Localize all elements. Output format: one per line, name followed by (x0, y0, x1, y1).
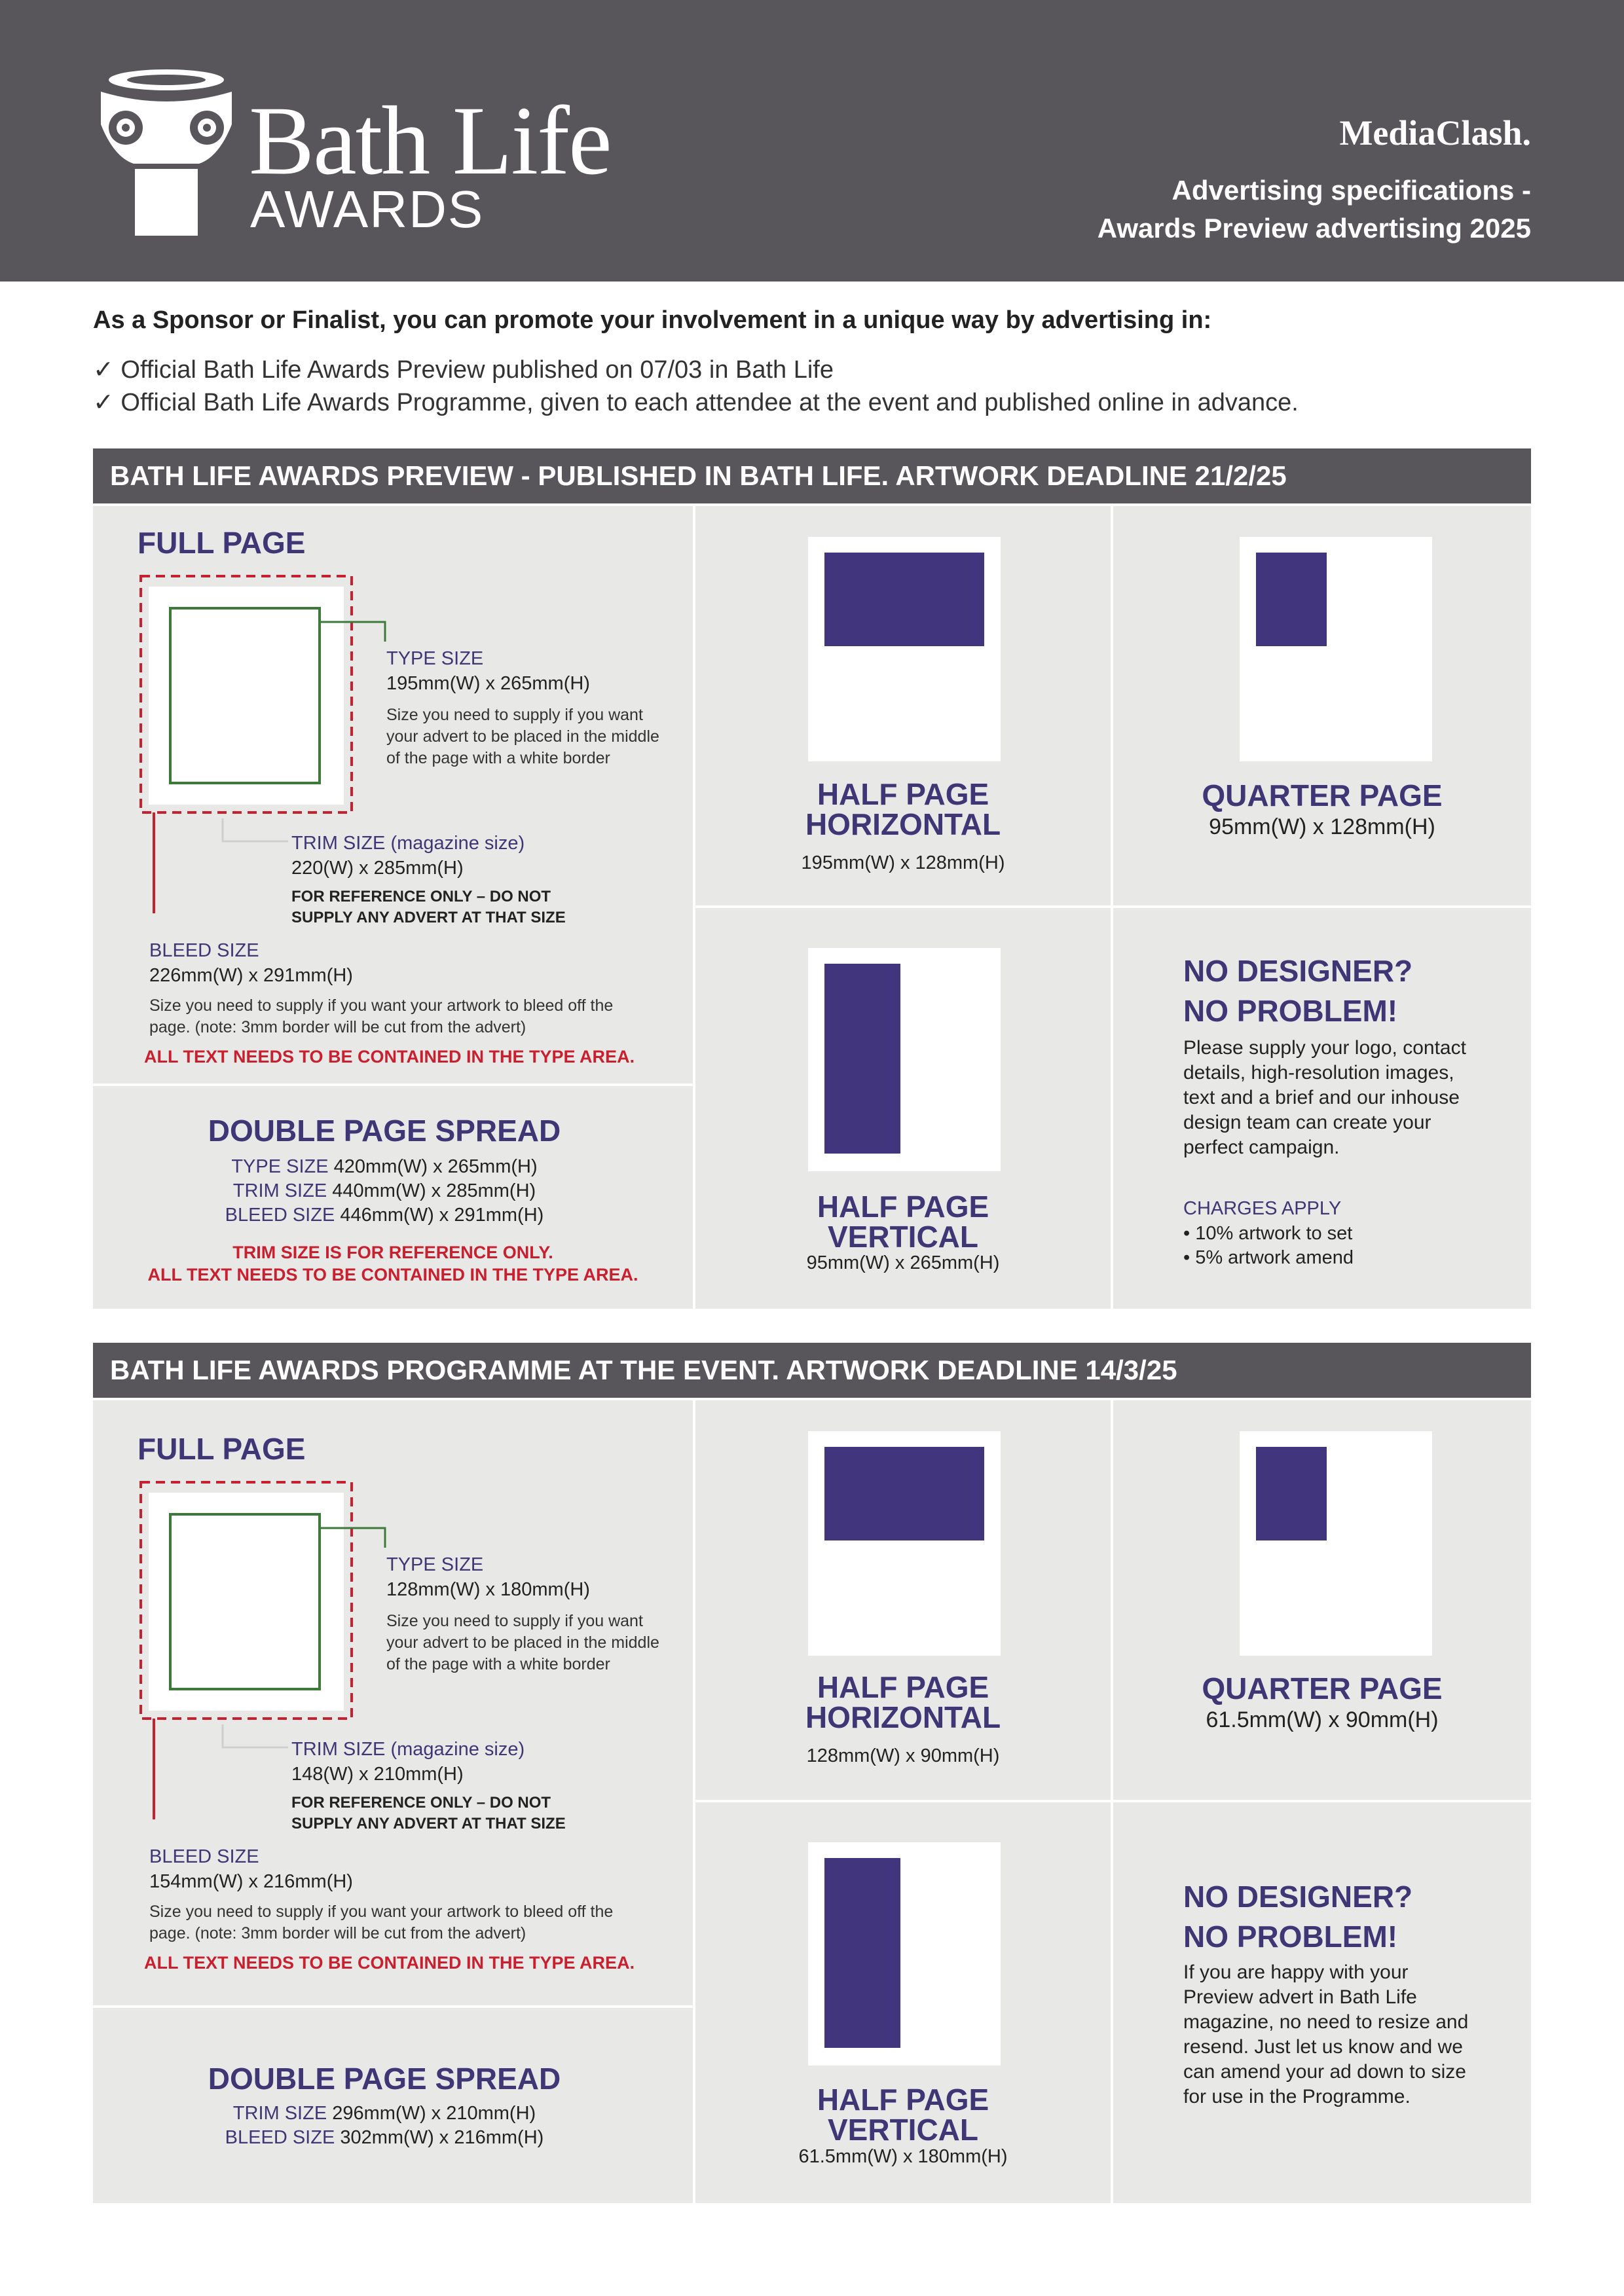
column-logo-icon (94, 65, 238, 236)
trim-size-value: 220(W) x 285mm(H) (291, 858, 464, 879)
programme-section-heading: BATH LIFE AWARDS PROGRAMME AT THE EVENT. ARTWORK DEADLINE 14/3/25 (93, 1343, 1531, 1398)
quarter-dimensions: 95mm(W) x 128mm(H) (1209, 814, 1435, 839)
intro-item: ✓ Official Bath Life Awards Programme, given to each attendee at the event and published online in advance. (93, 389, 1299, 416)
half-v-title-line1: HALF PAGE (817, 2083, 989, 2117)
half-v-title-line1: HALF PAGE (817, 1190, 989, 1224)
dps-type-value: 420mm(W) x 265mm(H) (333, 1156, 538, 1177)
type-area-warning: ALL TEXT NEEDS TO BE CONTAINED IN THE TYPE AREA. (144, 1953, 635, 1973)
type-size-value: 195mm(W) x 265mm(H) (386, 673, 590, 694)
logo-subtitle: AWARDS (250, 180, 485, 238)
half-v-page-thumbnail (808, 948, 1001, 1171)
trim-area (149, 587, 344, 805)
half-h-page-thumbnail (808, 1431, 1001, 1656)
dps-trim-label: TRIM SIZE (232, 1180, 327, 1201)
half-h-ad-area (824, 1447, 984, 1540)
bleed-size-label: BLEED SIZE (149, 1846, 259, 1867)
type-size-value: 128mm(W) x 180mm(H) (386, 1579, 590, 1600)
bleed-size-note-line2: page. (note: 3mm border will be cut from the advert) (149, 1018, 526, 1036)
dps-title: DOUBLE PAGE SPREAD (208, 1114, 561, 1148)
no-designer-title-line2: NO PROBLEM! (1183, 994, 1398, 1028)
half-v-dimensions: 95mm(W) x 265mm(H) (806, 1252, 1000, 1273)
preview-section-heading: BATH LIFE AWARDS PREVIEW - PUBLISHED IN BATH LIFE. ARTWORK DEADLINE 21/2/25 (93, 448, 1531, 503)
quarter-title: QUARTER PAGE (1202, 1671, 1443, 1705)
bleed-size-value: 226mm(W) x 291mm(H) (149, 965, 353, 986)
dps-bleed-size (93, 2127, 676, 2149)
bleed-size-note-line1: Size you need to supply if you want your artwork to bleed off the (149, 996, 614, 1015)
intro-lead: As a Sponsor or Finalist, you can promote your involvement in a unique way by advertising in: (93, 306, 1212, 334)
half-v-ad-area (824, 964, 900, 1154)
no-designer-body: Please supply your logo, contact details, high-resolution images, text and a brief and our inhouse design team can create your perfect campaign. (1183, 1037, 1466, 1158)
trim-area (149, 1493, 344, 1711)
type-size-label: TYPE SIZE (386, 648, 484, 669)
trim-leader-line (223, 818, 288, 841)
trim-size-label (291, 833, 525, 854)
half-v-dimensions: 61.5mm(W) x 180mm(H) (798, 2146, 1008, 2167)
brand-name: MediaClash. (1339, 113, 1531, 153)
trim-leader-line (223, 1724, 288, 1747)
trim-size-suffix: (magazine size) (390, 1739, 525, 1760)
half-h-page-thumbnail (808, 537, 1001, 761)
half-v-page-thumbnail (808, 1842, 1001, 2066)
half-h-title (695, 1672, 1111, 1732)
dps-bleed-label: BLEED SIZE (225, 2127, 335, 2148)
header-title-line1: Advertising specifications - (1172, 175, 1531, 206)
bleed-size-note-line2: page. (note: 3mm border will be cut from the advert) (149, 1924, 526, 1942)
trim-size-label (291, 1739, 525, 1760)
trim-size-label-text: TRIM SIZE (291, 1739, 386, 1760)
half-h-title-line2: HORIZONTAL (805, 807, 1001, 841)
charges-apply-label: CHARGES APPLY (1183, 1198, 1342, 1219)
quarter-page-thumbnail (1240, 537, 1432, 761)
dps-title: DOUBLE PAGE SPREAD (208, 2062, 561, 2096)
type-area-warning: ALL TEXT NEEDS TO BE CONTAINED IN THE TYPE AREA. (144, 1047, 635, 1066)
dps-trim-size (93, 2103, 676, 2124)
no-designer-title-line1: NO DESIGNER? (1183, 954, 1413, 988)
half-v-title-line2: VERTICAL (828, 1220, 978, 1254)
bleed-size-value: 154mm(W) x 216mm(H) (149, 1871, 353, 1892)
quarter-ad-area (1256, 553, 1327, 646)
trim-size-value: 148(W) x 210mm(H) (291, 1764, 464, 1785)
half-h-title-line1: HALF PAGE (817, 777, 989, 811)
bleed-size-note-line1: Size you need to supply if you want your artwork to bleed off the (149, 1903, 614, 1921)
trim-size-note-line1: FOR REFERENCE ONLY – DO NOT (291, 888, 551, 905)
quarter-title: QUARTER PAGE (1202, 778, 1443, 812)
half-h-ad-area (824, 553, 984, 646)
half-v-title (695, 2085, 1111, 2145)
no-designer-body: If you are happy with your Preview advert in Bath Life magazine, no need to resize and resend. Just let us know and we can amend your ad down to size for use in the Programme. (1183, 1961, 1469, 2107)
intro-item: ✓ Official Bath Life Awards Preview published on 07/03 in Bath Life (93, 356, 834, 384)
dps-trim-value: 440mm(W) x 285mm(H) (332, 1180, 536, 1201)
half-h-title (695, 779, 1111, 839)
quarter-dimensions: 61.5mm(W) x 90mm(H) (1206, 1707, 1439, 1732)
dps-type-label: TYPE SIZE (231, 1156, 329, 1177)
dps-note-line2: ALL TEXT NEEDS TO BE CONTAINED IN THE TYPE AREA. (147, 1265, 638, 1285)
header-title (1098, 172, 1531, 247)
type-size-note: Size you need to supply if you want your advert to be placed in the middle of the page with a white border (386, 706, 659, 767)
trim-size-label-text: TRIM SIZE (291, 833, 386, 854)
charge-item: • 5% artwork amend (1183, 1247, 1354, 1268)
trim-size-note-line2: SUPPLY ANY ADVERT AT THAT SIZE (291, 1815, 566, 1832)
type-size-label: TYPE SIZE (386, 1554, 484, 1575)
half-h-dimensions: 128mm(W) x 90mm(H) (806, 1745, 1000, 1766)
header-title-line2: Awards Preview advertising 2025 (1097, 213, 1531, 244)
half-v-ad-area (824, 1858, 900, 2048)
half-v-title-line2: VERTICAL (828, 2113, 978, 2147)
dps-bleed-size (93, 1205, 676, 1226)
dps-trim-value: 296mm(W) x 210mm(H) (332, 2103, 536, 2124)
dps-bleed-value: 302mm(W) x 216mm(H) (340, 2127, 544, 2148)
half-h-title-line2: HORIZONTAL (805, 1700, 1001, 1734)
full-page-title: FULL PAGE (138, 526, 306, 560)
dps-type-size (93, 1156, 676, 1178)
dps-trim-label: TRIM SIZE (232, 2103, 327, 2124)
dps-bleed-label: BLEED SIZE (225, 1205, 335, 1226)
trim-size-suffix: (magazine size) (390, 833, 525, 854)
logo-wordmark: Bath Life (249, 86, 611, 195)
trim-size-note-line1: FOR REFERENCE ONLY – DO NOT (291, 1794, 551, 1812)
quarter-page-thumbnail (1240, 1431, 1432, 1656)
dps-bleed-value: 446mm(W) x 291mm(H) (340, 1205, 544, 1226)
half-h-dimensions: 195mm(W) x 128mm(H) (801, 852, 1005, 873)
half-h-title-line1: HALF PAGE (817, 1670, 989, 1704)
half-v-title (695, 1192, 1111, 1252)
no-designer-title-line1: NO DESIGNER? (1183, 1880, 1413, 1914)
full-page-title: FULL PAGE (138, 1432, 306, 1466)
dps-trim-size (93, 1180, 676, 1202)
quarter-ad-area (1256, 1447, 1327, 1540)
trim-size-note-line2: SUPPLY ANY ADVERT AT THAT SIZE (291, 909, 566, 926)
charge-item: • 10% artwork to set (1183, 1223, 1353, 1244)
type-size-note: Size you need to supply if you want your advert to be placed in the middle of the page with a white border (386, 1612, 659, 1673)
no-designer-title-line2: NO PROBLEM! (1183, 1920, 1398, 1954)
bleed-size-label: BLEED SIZE (149, 940, 259, 961)
dps-note-line1: TRIM SIZE IS FOR REFERENCE ONLY. (232, 1243, 553, 1262)
